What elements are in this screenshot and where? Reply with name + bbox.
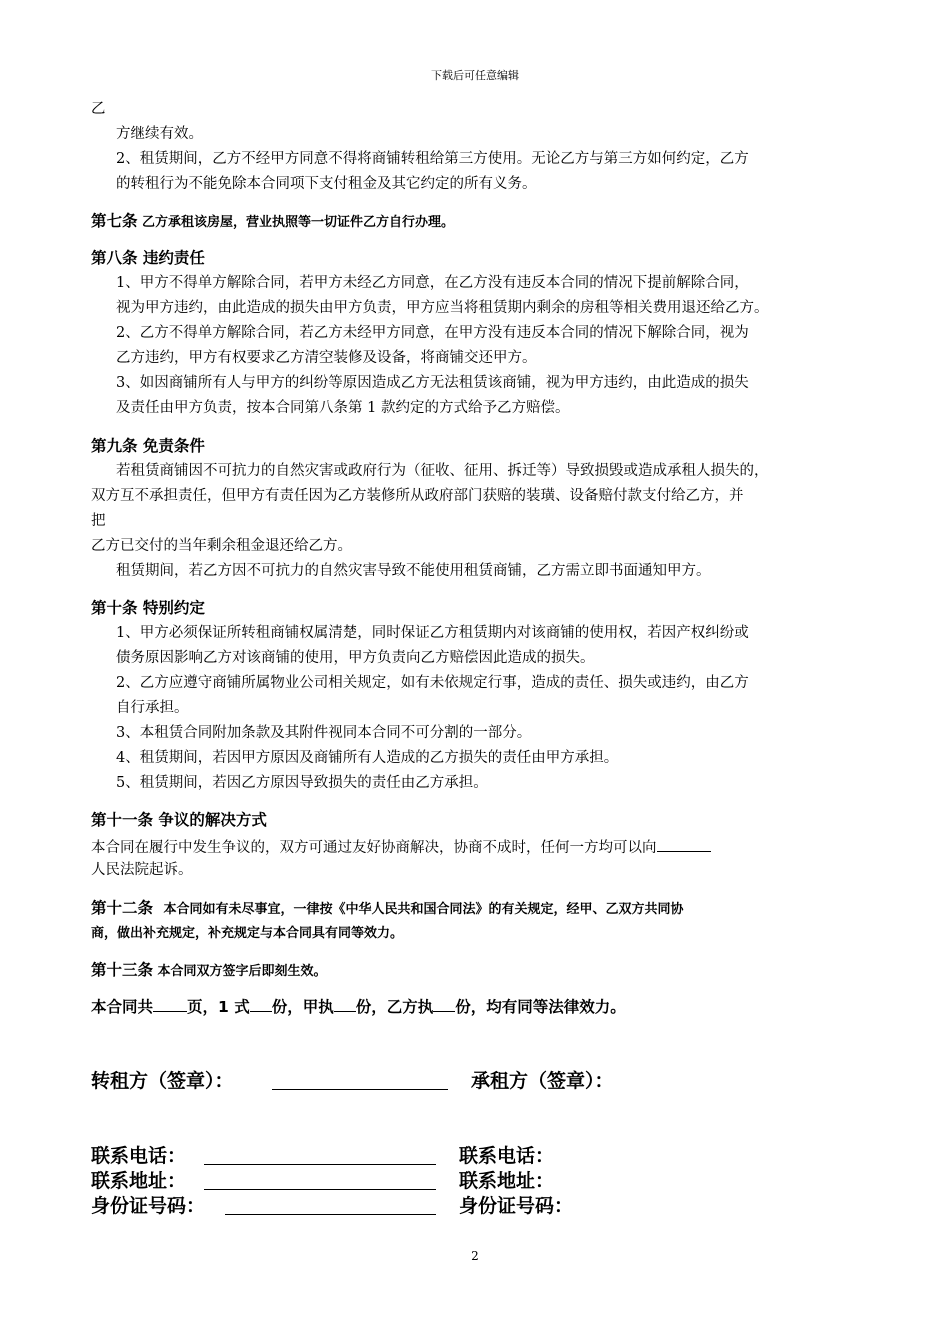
party-a-copies-blank [334,993,356,1012]
copies-blank [250,993,272,1012]
sublessor-phone-label: 联系电话： [91,1145,187,1167]
article-10-line-2: 债务原因影响乙方对该商铺的使用，甲方负责向乙方赔偿因此造成的损失。 [116,650,595,666]
article-10-line-5: 3、本租赁合同附加条款及其附件视同本合同不可分割的一部分。 [116,725,532,741]
article-10-line-4: 自行承担。 [116,700,189,716]
article-12-line-2: 商，做出补充规定，补充规定与本合同具有同等效力。 [91,926,404,941]
article-8-line-5: 3、如因商铺所有人与甲方的纠纷等原因造成乙方无法租赁该商铺，视为甲方违约，由此造成的损失 [116,375,749,391]
article-13-text: 本合同双方签字后即刻生效。 [157,964,327,979]
article-10-line-7: 5、租赁期间，若因乙方原因导致损失的责任由乙方承担。 [116,775,488,791]
intro-line-4: 的转租行为不能免除本合同项下支付租金及其它约定的所有义务。 [116,176,537,192]
court-blank [657,833,711,852]
copies-text-4: 份，乙方执 [355,998,434,1016]
lessee-signature-label: 承租方（签章）： [471,1070,614,1092]
article-9-line-3: 把 [91,513,106,529]
article-10-line-3: 2、乙方应遵守商铺所属物业公司相关规定，如有未依规定行事，造成的责任、损失或违约，由乙方 [116,675,749,691]
article-7 [91,209,454,235]
article-9-title: 第九条 免责条件 [91,437,205,455]
lessee-phone-label: 联系电话： [459,1145,555,1167]
article-10-line-1: 1、甲方必须保证所转租商铺权属清楚，同时保证乙方租赁期内对该商铺的使用权，若因产权纠纷或 [116,625,749,641]
sublessor-address-line [204,1189,436,1190]
copies-text-3: 份，甲执 [271,998,334,1016]
article-8-line-2: 视为甲方违约，由此造成的损失由甲方负责，甲方应当将租赁期内剩余的房租等相关费用退还给乙方。 [116,300,769,316]
page-header: 下载后可任意编辑 [431,69,519,82]
sublessor-signature-line [272,1089,448,1090]
page-number: 2 [471,1249,479,1263]
article-11-line-1-text: 本合同在履行中发生争议的，双方可通过友好协商解决，协商不成时，任何一方均可以向 [91,840,657,856]
article-13 [91,958,327,984]
intro-line-3: 2、租赁期间，乙方不经甲方同意不得将商铺转租给第三方使用。无论乙方与第三方如何约定，乙方 [116,151,749,167]
article-8-line-6: 及责任由甲方负责，按本合同第八条第 1 款约定的方式给予乙方赔偿。 [116,400,570,416]
sublessor-id-label: 身份证号码： [91,1195,206,1217]
lessee-id-label: 身份证号码： [459,1195,574,1217]
article-13-title: 第十三条 [91,961,154,979]
copies-text-2: 页，1 式 [187,998,250,1016]
article-7-text: 乙方承租该房屋，营业执照等一切证件乙方自行办理。 [142,215,455,230]
copies-text-5: 份，均有同等法律效力。 [455,998,626,1016]
party-b-copies-blank [433,993,455,1012]
article-9-line-4: 乙方已交付的当年剩余租金退还给乙方。 [91,538,352,554]
article-8-line-4: 乙方违约，甲方有权要求乙方清空装修及设备，将商铺交还甲方。 [116,350,537,366]
article-8-title: 第八条 违约责任 [91,249,205,267]
article-12-text: 本合同如有未尽事宜，一律按《中华人民共和国合同法》的有关规定，经甲、乙双方共同协 [163,902,684,917]
sublessor-address-label: 联系地址： [91,1170,187,1192]
article-8-line-3: 2、乙方不得单方解除合同，若乙方未经甲方同意，在甲方没有违反本合同的情况下解除合同，视为 [116,325,749,341]
intro-line-1: 乙 [91,101,106,117]
pages-blank [153,993,187,1012]
lessee-address-label: 联系地址： [459,1170,555,1192]
article-9-line-1: 若租赁商铺因不可抗力的自然灾害或政府行为（征收、征用、拆迁等）导致损毁或造成承租人损失的， [116,463,769,479]
sublessor-id-line [225,1214,436,1215]
sublessor-phone-line [204,1164,436,1165]
article-10-line-6: 4、租赁期间，若因甲方原因及商铺所有人造成的乙方损失的责任由甲方承担。 [116,750,619,766]
article-8-line-1: 1、甲方不得单方解除合同，若甲方未经乙方同意，在乙方没有违反本合同的情况下提前解除合同， [116,275,749,291]
article-12-line-1 [91,896,684,922]
article-10-title: 第十条 特别约定 [91,599,205,617]
article-11-title: 第十一条 争议的解决方式 [91,811,267,829]
article-7-title: 第七条 [91,212,138,230]
article-11-line-2: 人民法院起诉。 [91,862,193,878]
article-11-line-1 [91,833,711,861]
sublessor-signature-label: 转租方（签章）： [91,1070,234,1092]
copies-text-1: 本合同共 [91,998,154,1016]
copies-line [91,993,626,1020]
article-9-line-5: 租赁期间，若乙方因不可抗力的自然灾害导致不能使用租赁商铺，乙方需立即书面通知甲方。 [116,563,711,579]
intro-line-2: 方继续有效。 [116,126,203,142]
article-12-title: 第十二条 [91,899,154,917]
article-9-line-2: 双方互不承担责任，但甲方有责任因为乙方装修所从政府部门获赔的装璜、设备赔付款支付给乙方，并 [91,488,744,504]
